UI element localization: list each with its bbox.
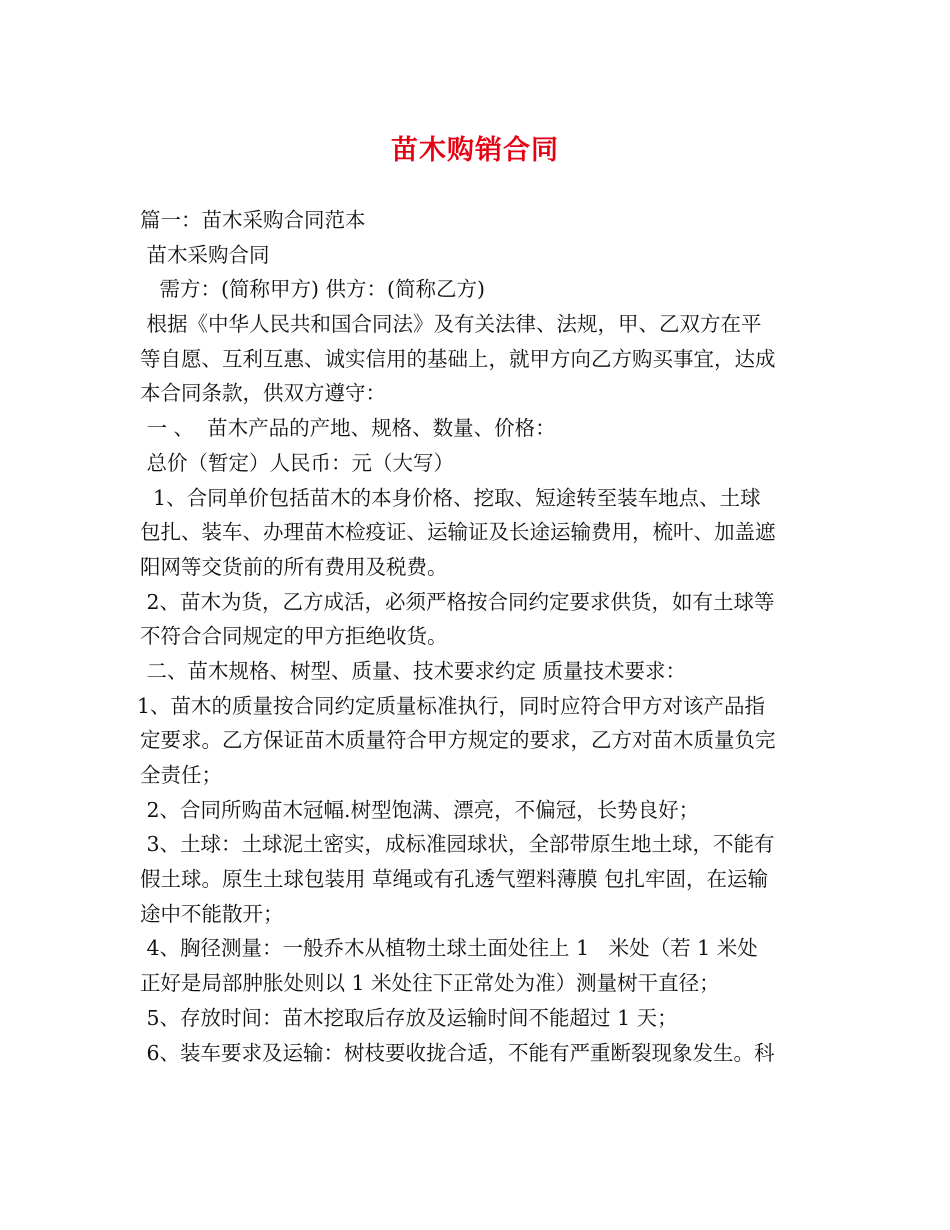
- text-line: 二、苗木规格、树型、质量、技术要求约定 质量技术要求：: [140, 658, 687, 683]
- text-line: 2、苗木为货，乙方成活，必须严格按合同约定要求供货，如有土球等: [140, 589, 775, 614]
- text-line: 一 、 苗木产品的产地、规格、数量、价格：: [140, 416, 556, 441]
- text-line: 4、胸径测量：一般乔木从植物土球土面处往上 1 米处（若 1 米处: [140, 936, 758, 961]
- document-body: [137, 203, 816, 1070]
- text-line: 篇一：苗木采购合同范本: [140, 208, 366, 232]
- text-line: 包扎、装车、办理苗木检疫证、运输证及长途运输费用，梳叶、加盖遮: [140, 520, 776, 545]
- text-line: 6、装车要求及运输：树枝要收拢合适，不能有严重断裂现象发生。科: [140, 1040, 775, 1065]
- text-line: 正好是局部肿胀处则以 1 米处往下正常处为准）测量树干直径；: [140, 971, 720, 996]
- text-line: 苗木采购合同: [140, 242, 270, 267]
- text-line: 不符合合同规定的甲方拒绝收货。: [140, 624, 448, 649]
- text-line: 定要求。乙方保证苗木质量符合甲方规定的要求，乙方对苗木质量负完: [140, 728, 776, 753]
- text-line: 1、合同单价包括苗木的本身价格、挖取、短途转至装车地点、土球: [140, 485, 761, 510]
- text-line: 等自愿、互利互惠、诚实信用的基础上，就甲方向乙方购买事宜，达成: [140, 346, 776, 371]
- text-line: 1、苗木的质量按合同约定质量标准执行，同时应符合甲方对该产品指: [137, 693, 766, 718]
- text-line: 总价（暂定）人民币：元（大写）: [140, 450, 455, 475]
- text-line: 假土球。原生土球包装用 草绳或有孔透气塑料薄膜 包扎牢固，在运输: [140, 867, 769, 892]
- text-line: 全责任；: [140, 763, 222, 787]
- text-line: 本合同条款，供双方遵守：: [140, 381, 386, 406]
- text-line: 5、存放时间：苗木挖取后存放及运输时间不能超过 1 天；: [140, 1005, 678, 1030]
- document-title: 苗木购销合同: [391, 135, 559, 166]
- text-line: 根据《中华人民共和国合同法》及有关法律、法规，甲、乙双方在平: [140, 312, 762, 337]
- text-line: 2、合同所购苗木冠幅.树型饱满、漂亮，不偏冠，长势良好；: [140, 797, 700, 822]
- text-line: 3、土球：土球泥土密实，成标准园球状，全部带原生地土球，不能有: [140, 832, 775, 857]
- text-line: 阳网等交货前的所有费用及税费。: [140, 554, 448, 579]
- text-line: 途中不能散开；: [140, 901, 284, 926]
- text-line: 需方：(简称甲方) 供方：(简称乙方): [140, 277, 486, 302]
